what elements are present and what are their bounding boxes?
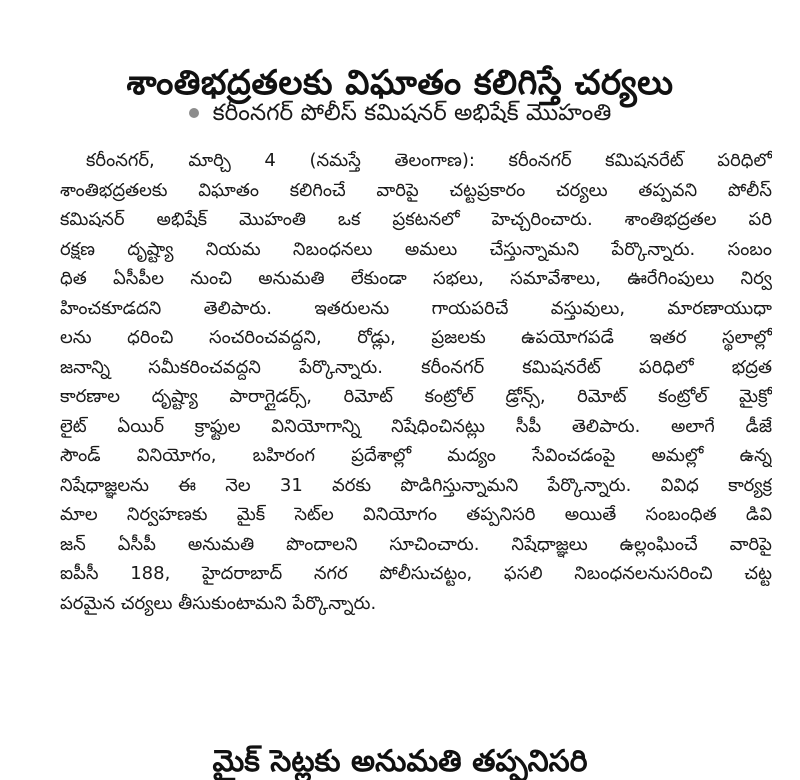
body-line: రక్షణ దృష్ట్యా నియమ నిబంధనలు అమలు చేస్తున్నామని పేర్కొన్నారు. సంబం (60, 238, 772, 260)
article-headline: శాంతిభద్రతలకు విఘాతం కలిగిస్తే చర్యలు (126, 62, 674, 103)
article-subheadline: కరీంనగర్ పోలీస్ కమిషనర్ అభిషేక్ మొహంతి (212, 100, 612, 126)
body-line: శాంతిభద్రతలకు విఘాతం కలిగించే వారిపై చట్టప్రకారం చర్యలు తప్పవని పోలీస్ (60, 179, 772, 201)
bullet-dot-icon (189, 108, 199, 118)
article-subheadline-row (0, 96, 800, 130)
body-line: మాల నిర్వహణకు మైక్ సెట్‌ల వినియోగం తప్పనిసరి అయితే సంబంధిత డివి (60, 504, 772, 525)
body-line: లను ధరించి సంచరించవద్దని, రోడ్లు, ప్రజలకు ఉపయోగపడే ఇతర స్థలాల్లో (60, 327, 772, 348)
body-line: పరమైన చర్యలు తీసుకుంటామని పేర్కొన్నారు. (60, 592, 377, 614)
body-line: నిషేధాజ్ఞలను ఈ నెల 31 వరకు పొడిగిస్తున్నామని పేర్కొన్నారు. వివిధ కార్యక్ర (60, 474, 772, 496)
body-line: ధిత ఏసీపీల నుంచి అనుమతి లేకుండా సభలు, సమావేశాలు, ఊరేగింపులు నిర్వ (60, 268, 772, 289)
body-line: సౌండ్ వినియోగం, బహిరంగ ప్రదేశాల్లో మద్యం సేవించడంపై అమల్లో ఉన్న (60, 445, 772, 466)
body-line: కరీంనగర్, మార్చి 4 (నమస్తే తెలంగాణ): కరీంనగర్ కమిషనరేట్ పరిధిలో (86, 150, 772, 171)
body-line: హించకూడదని తెలిపారు. ఇతరులను గాయపరిచే వస్తువులు, మారణాయుధా (60, 297, 772, 319)
body-line: ఐపీసీ 188, హైదరాబాద్ నగర పోలీసుచట్టం, ఫసలి నిబంధనలనుసరించి చట్ట (60, 563, 772, 584)
body-line: లైట్ ఏయిర్ క్రాఫ్టుల వినియోగాన్ని నిషేధించినట్లు సీపీ తెలిపారు. అలాగే డీజే (60, 415, 772, 437)
body-line: కమిషనర్ అభిషేక్ మొహంతి ఒక ప్రకటనలో హెచ్చరించారు. శాంతిభద్రతల పరి (60, 209, 772, 230)
body-line: కారణాల దృష్ట్యా పారాగ్లైడర్స్, రిమోట్ కంట్రోల్ డ్రోన్స్, రిమోట్ కంట్రోల్ మైక్రో (60, 386, 772, 407)
body-line: జనాన్ని సమీకరించవద్దని పేర్కొన్నారు. కరీంనగర్ కమిషనరేట్ పరిధిలో భద్రత (60, 356, 772, 378)
body-line: జన్ ఏసీపీ అనుమతి పొందాలని సూచించారు. నిషేధాజ్ఞలు ఉల్లంఘించే వారిపై (60, 533, 772, 555)
next-article-headline-fragment: మైక్ సెట్లకు అనుమతి తప్పనిసరి (212, 744, 588, 779)
article-body (60, 146, 772, 618)
